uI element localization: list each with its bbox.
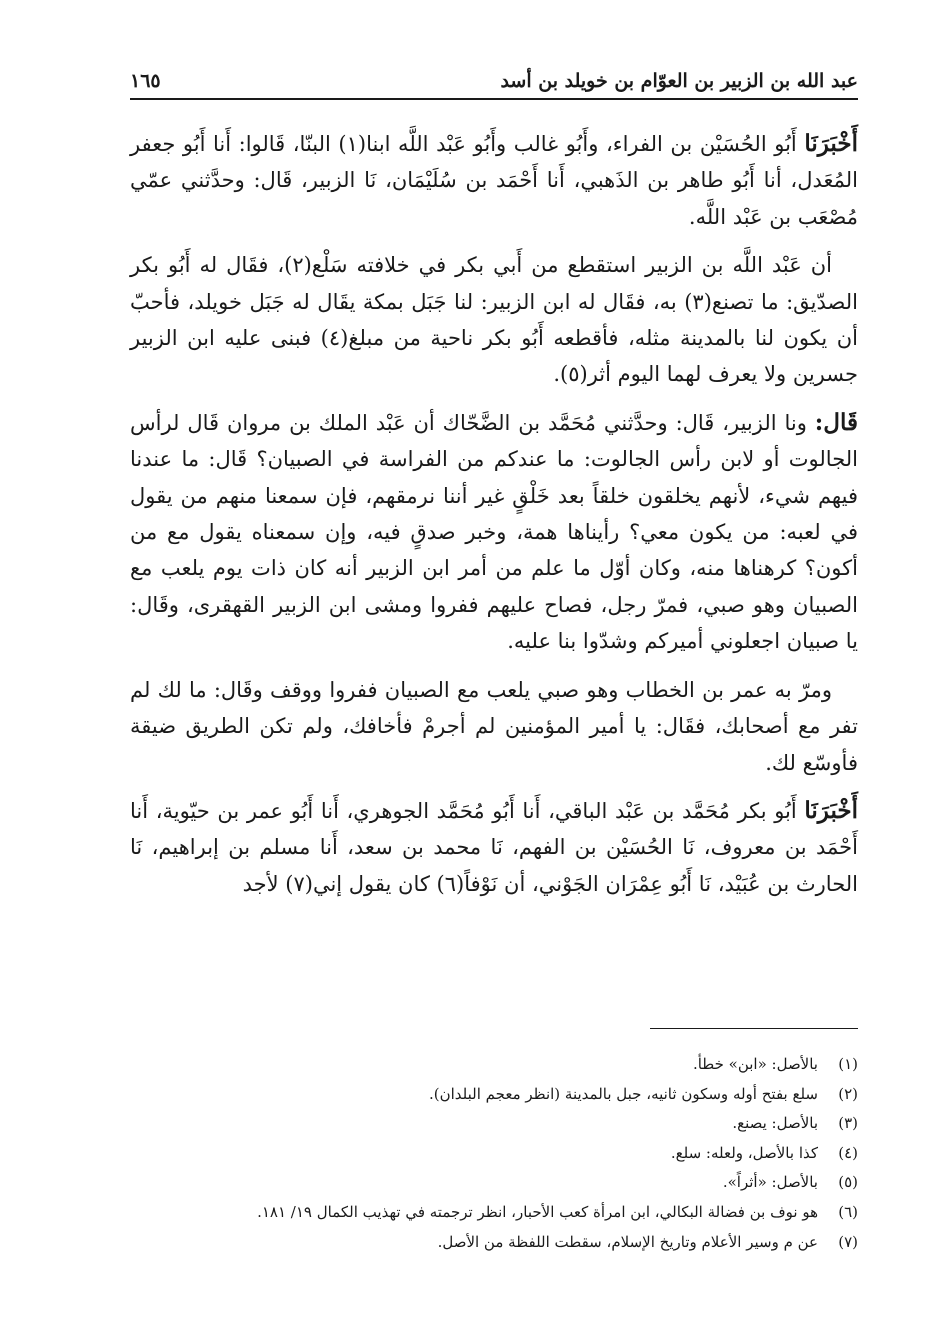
paragraph-text: أَبُو الحُسَيْن بن الفراء، وأَبُو غالب وأَبُو عَبْد اللَّه ابنا(١) البنّا، قَالوا: أَنا أَبُو جعفر المُعَدل، أنا أَبُو طاهر بن الذَهبي، أَنا أَحْمَد بن سُلَيْمَان، نَا الزبير، قَال: وحدَّثني عمّي مُصْعَب بن عَبْد اللَّه. — [130, 132, 858, 229]
paragraph-2 — [130, 247, 858, 393]
footnote-number: (٢) — [838, 1084, 858, 1103]
footnote-rule — [650, 1028, 858, 1029]
paragraph-1 — [130, 126, 858, 235]
paragraph-5 — [130, 793, 858, 902]
footnote-text: عن م وسير الأعلام وتاريخ الإسلام، سقطت اللفظة من الأصل. — [437, 1232, 818, 1251]
footnote-item — [130, 1109, 858, 1139]
footnote-text: كذا بالأصل، ولعله: سلع. — [670, 1143, 818, 1162]
footnote-item — [130, 1168, 858, 1198]
footnote-item — [130, 1198, 858, 1228]
paragraph-text: ونا الزبير، قَال: وحدَّثني مُحَمَّد بن الضَّحّاك أن عَبْد الملك بن مروان قَال لرأس الجالوت أو لابن رأس الجالوت: ما عندكم من الفراسة في الصبيان؟ قَال: ما عندنا فيهم شيء، لأنهم يخلقون خلقاً بعد خَلْقٍ غير أننا نرمقهم، فإن سمعنا منهم من يقول في لعبه: من يكون معي؟ رأيناها همة، وخبر صدقٍ فيه، وإن سمعناه يقول مع من أكون؟ كرهناها منه، وكان أوّل ما علم من أمر ابن الزبير أنه كان ذات يوم يلعب مع الصبيان وهو صبي، فمرّ رجل، فصاح عليهم ففروا ومشى ابن الزبير القهقرى، وقَال: يا صبيان اجعلوني أميركم وشدّوا بنا عليه. — [130, 410, 858, 654]
footnote-item — [130, 1050, 858, 1080]
book-page — [130, 40, 858, 1310]
paragraph-text: أن عَبْد اللَّه بن الزبير استقطع من أَبي بكر في خلافته سَلْع(٢)، فقَال له أَبُو بكر الصدّيق: ما تصنع(٣) به، فقَال له ابن الزبير: لنا جَبَل بمكة يقَال له جَبَل خويلد، فأحبّ أن يكون لنا بالمدينة مثله، فأقطعه أَبُو بكر ناحية من مبلغ(٤) فبنى عليه ابن الزبير جسرين ولا يعرف لهما اليوم أثر(٥). — [130, 253, 858, 387]
footnote-number: (٤) — [838, 1143, 858, 1162]
footnote-text: هو نوف بن فضالة البكالي، ابن امرأة كعب الأحبار، انظر ترجمته في تهذيب الكمال ١٩/ ١٨١. — [257, 1202, 818, 1221]
paragraph-3 — [130, 405, 858, 660]
footnote-item — [130, 1139, 858, 1169]
footnote-number: (٣) — [838, 1114, 858, 1133]
paragraph-lead-word: قَال: — [814, 408, 858, 436]
paragraph-4 — [130, 672, 858, 781]
paragraph-text: ومرّ به عمر بن الخطاب وهو صبي يلعب مع الصبيان ففروا ووقف وقَال: ما لك لم تفر مع أصحابك، فقَال: يا أمير المؤمنين لم أجرمْ فأخافك، ولم تكن الطريق ضيقة فأوسّع لك. — [130, 677, 858, 775]
paragraph-lead-word: أَخْبَرَنَا — [804, 796, 858, 824]
footnote-text: سلع بفتح أوله وسكون ثانيه، جبل بالمدينة (انظر معجم البلدان). — [429, 1084, 818, 1103]
running-header — [130, 62, 858, 92]
footnote-text: بالأصل: «ابن» خطأ. — [692, 1055, 818, 1073]
footnote-number: (١) — [838, 1055, 858, 1073]
footnotes — [130, 1050, 858, 1257]
main-text — [130, 126, 858, 914]
running-title: عبد الله بن الزبير بن العوّام بن خويلد بن أسد — [500, 70, 858, 92]
paragraph-lead-word: أَخْبَرَنَا — [804, 130, 858, 157]
footnote-item — [130, 1080, 858, 1110]
footnote-text: بالأصل: يصنع. — [732, 1114, 818, 1133]
footnote-number: (٦) — [838, 1202, 858, 1221]
footnote-item — [130, 1228, 858, 1258]
paragraph-text: أَبُو بكر مُحَمَّد بن عَبْد الباقي، أَنا أَبُو مُحَمَّد الجوهري، أَنا أَبُو عمر بن حيّوية، أَنا أَحْمَد بن معروف، نَا الحُسَيْن بن الفهم، نَا محمد بن سعد، أَنا مسلم بن إبراهيم، نَا الحارث بن عُبَيْد، نَا أَبُو عِمْرَان الجَوْني، أن نَوْفاً(٦) كان يقول إني(٧) لأجد — [130, 798, 858, 896]
footnote-number: (٧) — [838, 1232, 858, 1251]
header-rule — [130, 98, 858, 100]
footnote-text: بالأصل: «أثراً». — [722, 1173, 818, 1192]
page-number: ١٦٥ — [130, 70, 161, 92]
footnote-number: (٥) — [838, 1173, 858, 1192]
